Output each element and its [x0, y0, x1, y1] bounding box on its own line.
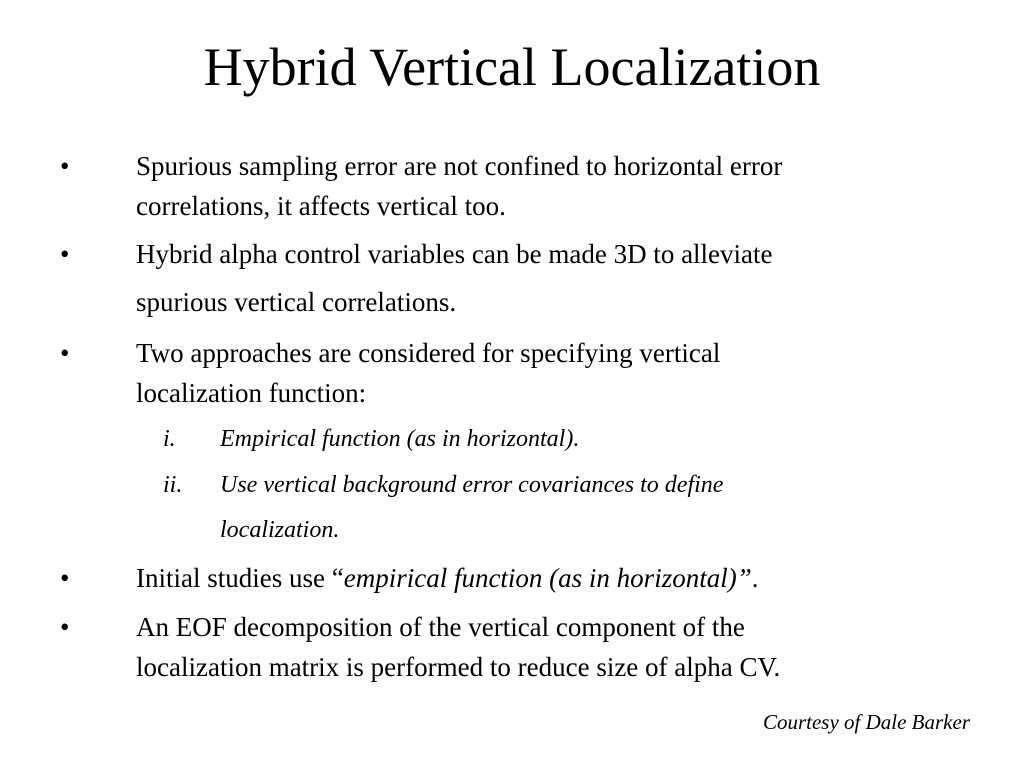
bullet-marker: • [60, 338, 70, 368]
bullet-line: Spurious sampling error are not confined to horizontal error [136, 151, 783, 181]
bullet-line: An EOF decomposition of the vertical component of the [136, 612, 745, 642]
bullet-suffix: . [751, 563, 759, 593]
bullet-text [136, 558, 986, 598]
bullet-marker: • [60, 612, 70, 642]
bullet-line: localization matrix is performed to reduce size of alpha CV. [136, 652, 781, 682]
slide-title: Hybrid Vertical Localization [203, 37, 821, 97]
sub-item-line: localization. [220, 517, 340, 543]
bullet-text [136, 230, 986, 326]
sub-item-number: i. [163, 426, 176, 452]
sub-item-number: ii. [163, 472, 183, 498]
bullet-text [136, 607, 986, 687]
bullet-marker: • [60, 239, 70, 269]
bullet-prefix: Initial studies use “ [136, 563, 344, 593]
bullet-text [136, 146, 986, 226]
sub-item-text [220, 417, 940, 462]
credit-text: Courtesy of Dale Barker [762, 710, 970, 734]
bullet-line: localization function: [136, 378, 367, 408]
bullet-text [136, 333, 986, 413]
bullet-line: correlations, it affects vertical too. [136, 191, 506, 221]
bullet-line: spurious vertical correlations. [136, 287, 457, 317]
bullet-marker: • [60, 151, 70, 181]
sub-item-line: Empirical function (as in horizontal). [220, 426, 580, 452]
sub-item-text [220, 463, 940, 553]
bullet-line: Two approaches are considered for specifying vertical [136, 338, 721, 368]
sub-item-line: Use vertical background error covariances to define [220, 472, 724, 498]
bullet-marker: • [60, 563, 70, 593]
bullet-line: Hybrid alpha control variables can be made 3D to alleviate [136, 239, 773, 269]
bullet-italic-text: empirical function (as in horizontal)” [343, 563, 752, 593]
